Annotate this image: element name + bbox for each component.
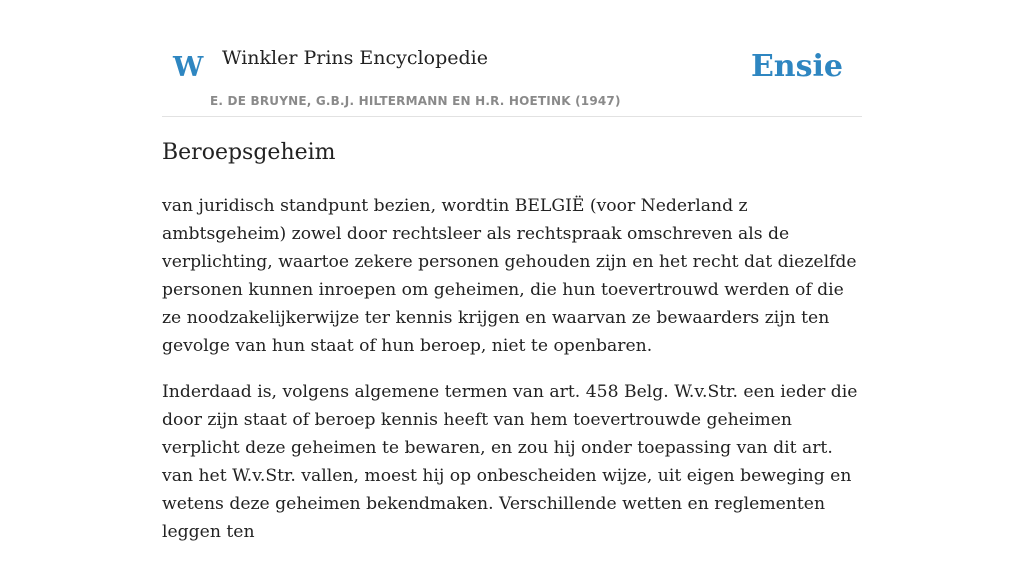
article-title: Beroepsgeheim: [162, 140, 336, 165]
publication-logo[interactable]: W: [173, 52, 204, 83]
publication-title[interactable]: Winkler Prins Encyclopedie: [222, 47, 488, 69]
publication-authors: E. DE BRUYNE, G.B.J. HILTERMANN EN H.R. HOETINK (1947): [210, 94, 621, 108]
brand-logo[interactable]: Ensie: [750, 49, 843, 84]
article-paragraph: Inderdaad is, volgens algemene termen van art. 458 Belg. W.v.Str. een ieder die door zijn staat of beroep kennis heeft van hem toevertrouwde geheimen verplicht deze geheimen te bewaren, en zou hij onder toepassing van dit art. van het W.v.Str. vallen, moest hij op onbescheiden wijze, uit eigen beweging en wetens deze geheimen bekendmaken. Verschillende wetten en reglementen leggen ten: [162, 382, 858, 542]
article-paragraph: van juridisch standpunt bezien, wordtin BELGIË (voor Nederland z ambtsgeheim) zowel door rechtsleer als rechtspraak omschreven als de verplichting, waartoe zekere personen gehouden zijn en het recht dat diezelfde personen kunnen inroepen om geheimen, die hun toevertrouwd werden of die ze noodzakelijkerwijze ter kennis krijgen en waarvan ze bewaarders zijn ten gevolge van hun staat of hun beroep, niet te openbaren.: [162, 196, 857, 356]
article-body: [162, 192, 862, 564]
page: [162, 0, 862, 542]
header: [162, 0, 862, 117]
